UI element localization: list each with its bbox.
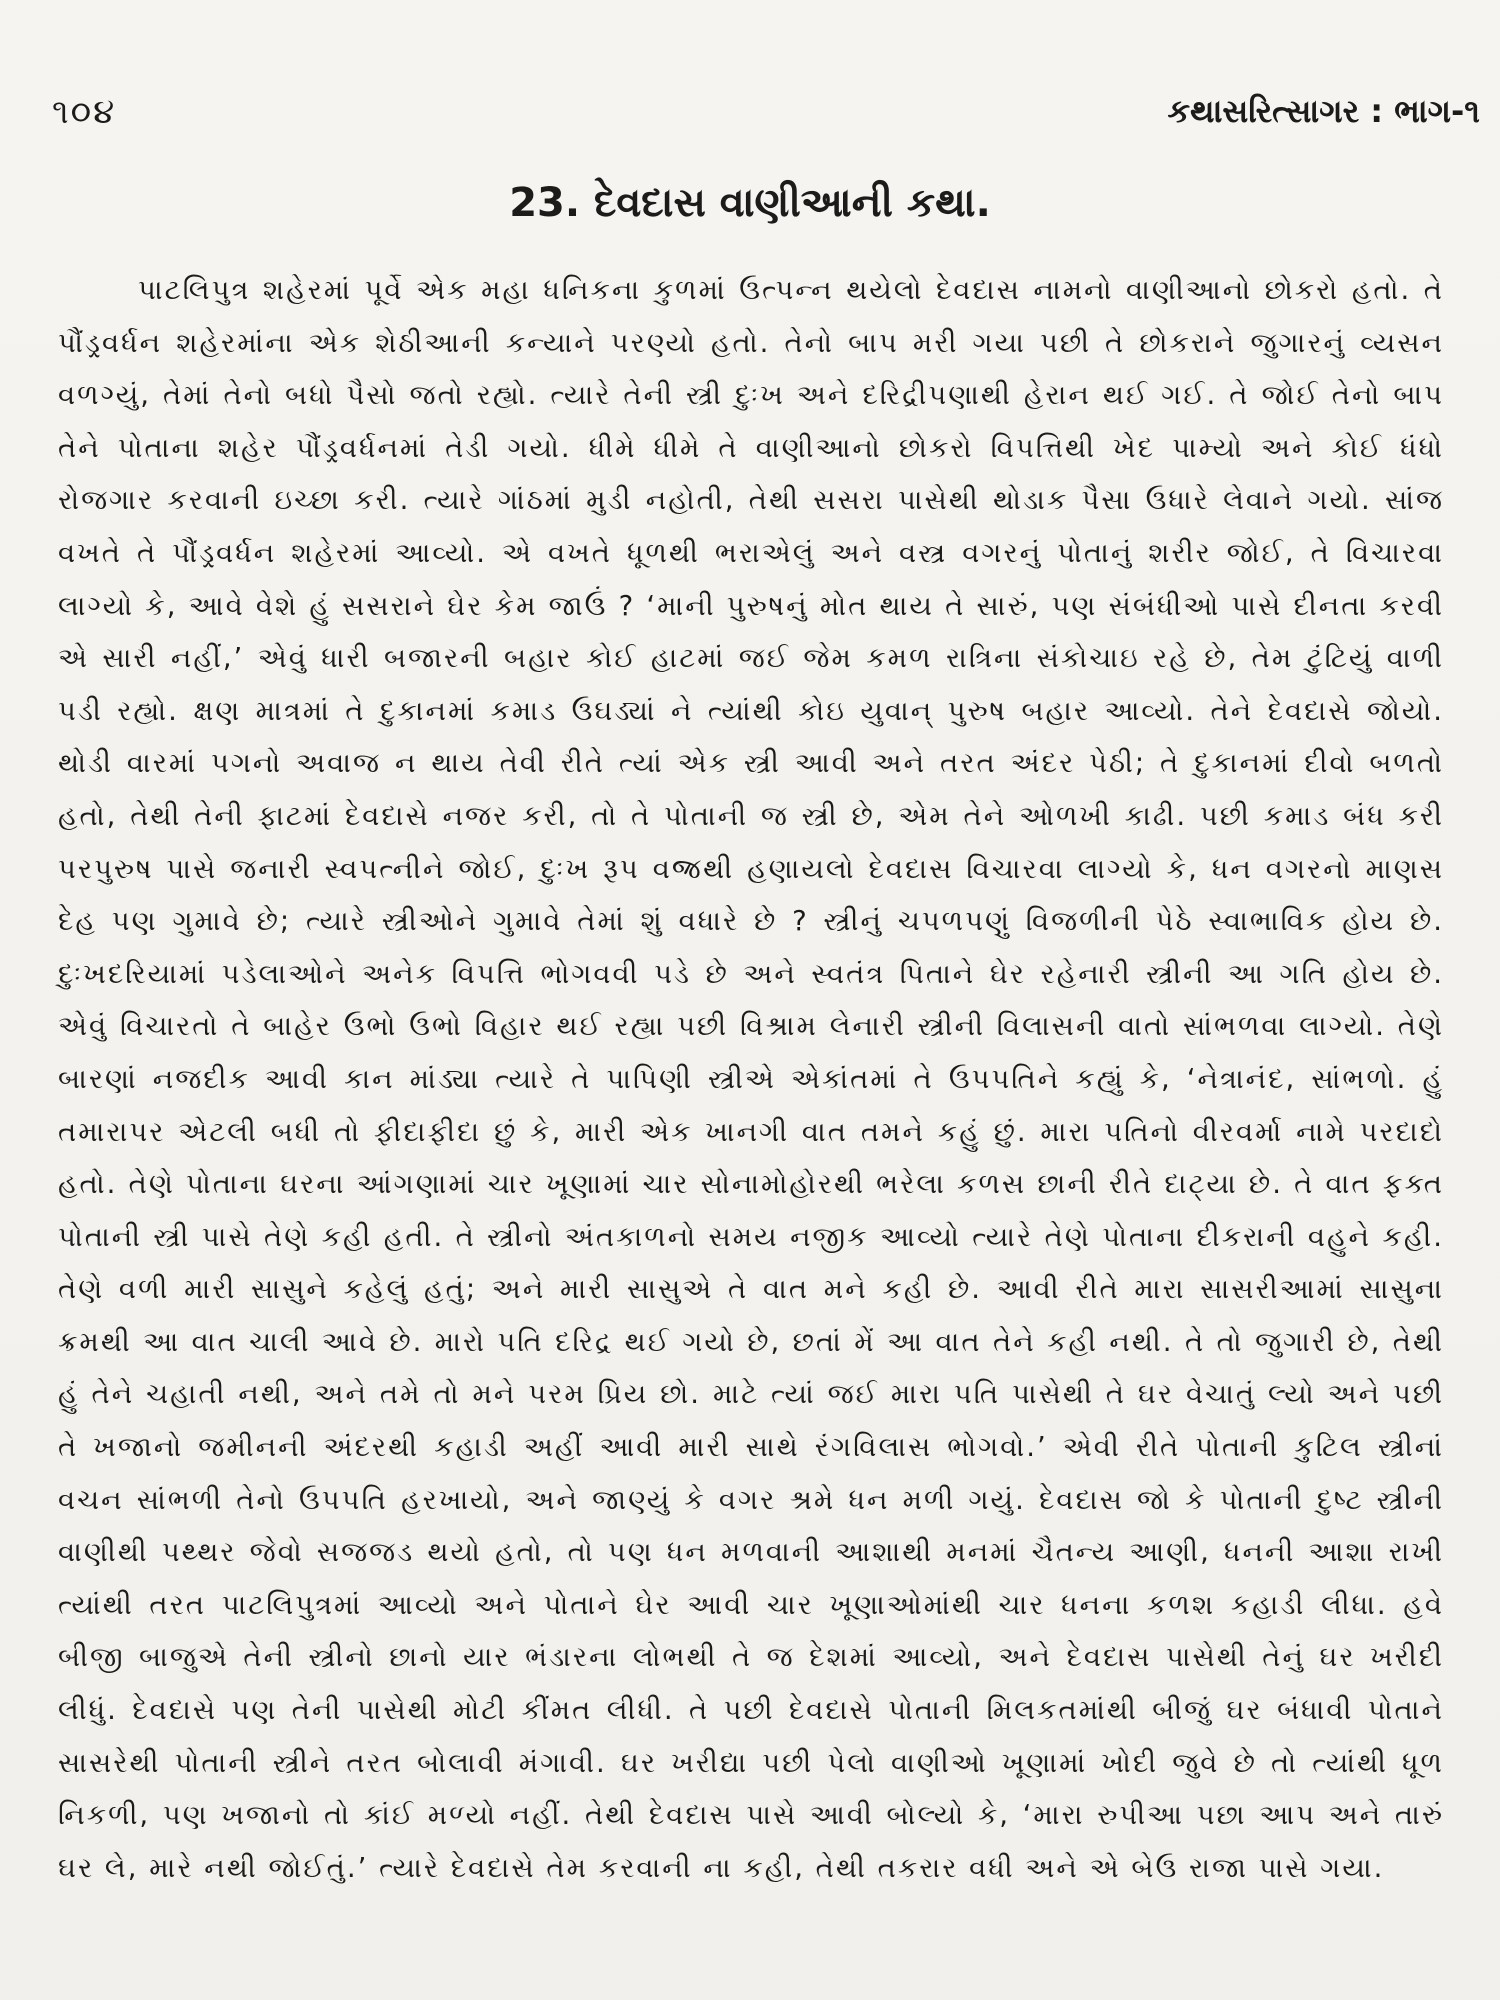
chapter-title: 23. દેવદાસ વાણીઆની કથા. bbox=[509, 180, 991, 226]
book-title: કથાસરિત્સાગર : ભાગ-૧ bbox=[1167, 92, 1480, 130]
story-paragraph: પાટલિપુત્ર શહેરમાં પૂર્વે એક મહા ધનિકના કુળમાં ઉત્પન્ન થયેલો દેવદાસ નામનો વાણીઆનો છોકરો હતો. તે પૌંડ્રવર્ધન શહેરમાંના એક શેઠીઆની કન્યાને પરણ્યો હતો. તેનો બાપ મરી ગયા પછી તે છોકરાને જુગારનું વ્યસન વળગ્યું, તેમાં તેનો બધો પૈસો જતો રહ્યો. ત્યારે તેની સ્ત્રી દુઃખ અને દરિદ્રીપણાથી હેરાન થઈ ગઈ. તે જોઈ તેનો બાપ તેને પોતાના શહેર પૌંડ્રવર્ધનમાં તેડી ગયો. ધીમે ધીમે તે વાણીઆનો છોકરો વિપત્તિથી ખેદ પામ્યો અને કોઈ ધંધો રોજગાર કરવાની ઇચ્છા કરી. ત્યારે ગાંઠમાં મુડી નહોતી, તેથી સસરા પાસેથી થોડાક પૈસા ઉધારે લેવાને ગયો. સાંજ વખતે તે પૌંડ્રવર્ધન શહેરમાં આવ્યો. એ વખતે ધૂળથી ભરાએલું અને વસ્ત્ર વગરનું પોતાનું શરીર જોઈ, તે વિચારવા લાગ્યો કે, આવે વેશે હું સસરાને ઘેર કેમ જાઉં ? ‘માની પુરુષનું મોત થાય તે સારું, પણ સંબંધીઓ પાસે દીનતા કરવી એ સારી નહીં,’ એવું ધારી બજારની બહાર કોઈ હાટમાં જઈ જેમ કમળ રાત્રિના સંકોચાઇ રહે છે, તેમ ટુંટિયું વાળી પડી રહ્યો. ક્ષણ માત્રમાં તે દુકાનમાં કમાડ ઉઘડ્યાં ને ત્યાંથી કોઇ યુવાન્ પુરુષ બહાર આવ્યો. તેને દેવદાસે જોયો. થોડી વારમાં પગનો અવાજ ન થાય તેવી રીતે ત્યાં એક સ્ત્રી આવી અને તરત અંદર પેઠી; તે દુકાનમાં દીવો બળતો હતો, તેથી તેની ફાટમાં દેવદાસે નજર કરી, તો તે પોતાની જ સ્ત્રી છે, એમ તેને ઓળખી કાઢી. પછી કમાડ બંધ કરી પરપુરુષ પાસે જનારી સ્વપત્નીને જોઈ, દુઃખ રૂપ વજ્રથી હણાયલો દેવદાસ વિચારવા લાગ્યો કે, ધન વગરનો માણસ દેહ પણ ગુમાવે છે; ત્યારે સ્ત્રીઓને ગુમાવે તેમાં શું વધારે છે ? સ્ત્રીનું ચપળપણું વિજળીની પેઠે સ્વાભાવિક હોય છે. દુઃખદરિયામાં પડેલાઓને અનેક વિપત્તિ ભોગવવી પડે છે અને સ્વતંત્ર પિતાને ઘેર રહેનારી સ્ત્રીની આ ગતિ હોય છે. એવું વિચારતો તે બાહેર ઉભો ઉભો વિહાર થઈ રહ્યા પછી વિશ્રામ લેનારી સ્ત્રીની વિલાસની વાતો સાંભળવા લાગ્યો. તેણે બારણાં નજદીક આવી કાન માંડ્યા ત્યારે તે પાપિણી સ્ત્રીએ એકાંતમાં તે ઉપપતિને કહ્યું કે, ‘નેત્રાનંદ, સાંભળો. હું તમારાપર એટલી બધી તો ફીદાફીદા છું કે, મારી એક ખાનગી વાત તમને કહું છું. મારા પતિનો વીરવર્મા નામે પરદાદો હતો. તેણે પોતાના ઘરના આંગણામાં ચાર ખૂણામાં ચાર સોનામોહોરથી ભરેલા કળસ છાની રીતે દાટ્યા છે. તે વાત ફક્ત પોતાની સ્ત્રી પાસે તેણે કહી હતી. તે સ્ત્રીનો અંતકાળનો સમય નજીક આવ્યો ત્યારે તેણે પોતાના દીકરાની વહુને કહી. તેણે વળી મારી સાસુને કહેલું હતું; અને મારી સાસુએ તે વાત મને કહી છે. આવી રીતે મારા સાસરીઆમાં સાસુના ક્રમથી આ વાત ચાલી આવે છે. મારો પતિ દરિદ્ર થઈ ગયો છે, છતાં મેં આ વાત તેને કહી નથી. તે તો જુગારી છે, તેથી હું તેને ચહાતી નથી, અને તમે તો મને પરમ પ્રિય છો. માટે ત્યાં જઈ મારા પતિ પાસેથી તે ઘર વેચાતું લ્યો અને પછી તે ખજાનો જમીનની અંદરથી કહાડી અહીં આવી મારી સાથે રંગવિલાસ ભોગવો.’ એવી રીતે પોતાની કુટિલ સ્ત્રીનાં વચન સાંભળી તેનો ઉપપતિ હરખાયો, અને જાણ્યું કે વગર શ્રમે ધન મળી ગયું. દેવદાસ જો કે પોતાની દુષ્ટ સ્ત્રીની વાણીથી પથ્થર જેવો સજજડ થયો હતો, તો પણ ધન મળવાની આશાથી મનમાં ચૈતન્ય આણી, ધનની આશા રાખી ત્યાંથી તરત પાટલિપુત્રમાં આવ્યો અને પોતાને ઘેર આવી ચાર ખૂણાઓમાંથી ચાર ધનના કળશ કહાડી લીધા. હવે બીજી બાજુએ તેની સ્ત્રીનો છાનો યાર ભંડારના લોભથી તે જ દેશમાં આવ્યો, અને દેવદાસ પાસેથી તેનું ઘર ખરીદી લીધું. દેવદાસે પણ તેની પાસેથી મોટી કીંમત લીધી. તે પછી દેવદાસે પોતાની મિલકતમાંથી બીજું ઘર બંધાવી પોતાને સાસરેથી પોતાની સ્ત્રીને તરત બોલાવી મંગાવી. ઘર ખરીદ્યા પછી પેલો વાણીઓ ખૂણામાં ખોદી જુવે છે તો ત્યાંથી ધૂળ નિકળી, પણ ખજાનો તો કાંઈ મળ્યો નહીં. તેથી દેવદાસ પાસે આવી બોલ્યો કે, ‘મારા રુપીઆ પછા આપ અને તારું ઘર લે, મારે નથી જોઈતું.’ ત્યારે દેવદાસે તેમ કરવાની ના કહી, તેથી તકરાર વધી અને એ બેઉ રાજા પાસે ગયા. bbox=[58, 274, 1445, 1884]
running-head bbox=[52, 92, 1480, 132]
page-number: ૧૦૪ bbox=[52, 92, 117, 132]
